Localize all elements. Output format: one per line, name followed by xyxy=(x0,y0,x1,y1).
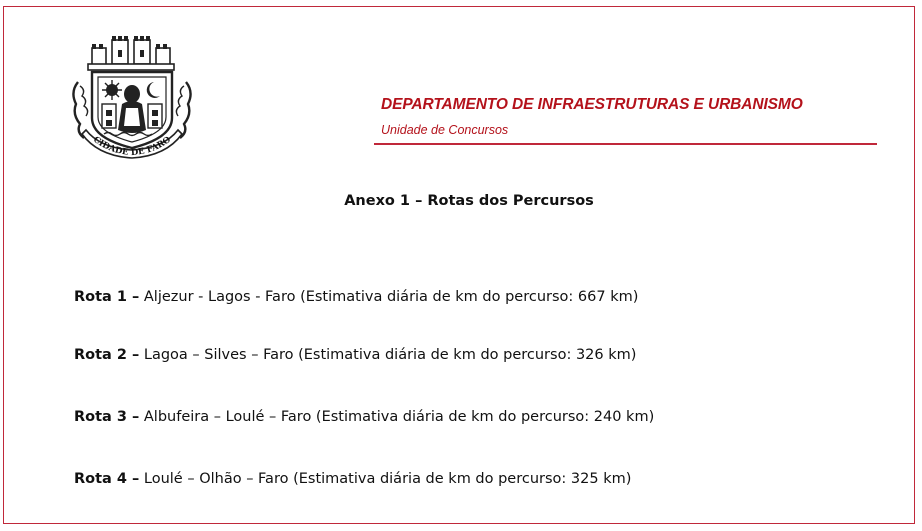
route-text: Loulé – Olhão – Faro (Estimativa diária de km do percurso: 325 km) xyxy=(139,471,632,487)
route-label: Rota 3 – xyxy=(74,409,140,425)
unit-subtitle: Unidade de Concursos xyxy=(381,123,509,137)
route-label: Rota 2 – xyxy=(74,347,140,363)
route-text: Lagoa – Silves – Faro (Estimativa diária de km do percurso: 326 km) xyxy=(139,347,637,363)
crest-motto: CIDADE DE FARO xyxy=(91,134,173,159)
route-label: Rota 1 – xyxy=(74,289,140,305)
route-item-1 xyxy=(74,289,638,305)
annex-title: Anexo 1 – Rotas dos Percursos xyxy=(344,193,594,209)
header-divider xyxy=(374,143,877,145)
route-item-4 xyxy=(74,471,631,487)
department-title: DEPARTAMENTO DE INFRAESTRUTURAS E URBANISMO xyxy=(381,96,803,113)
faro-coat-of-arms-logo xyxy=(68,34,196,160)
route-text: Aljezur - Lagos - Faro (Estimativa diária de km do percurso: 667 km) xyxy=(139,289,639,305)
route-label: Rota 4 – xyxy=(74,471,140,487)
route-item-2 xyxy=(74,347,636,363)
route-text: Albufeira – Loulé – Faro (Estimativa diária de km do percurso: 240 km) xyxy=(139,409,655,425)
route-item-3 xyxy=(74,409,654,425)
